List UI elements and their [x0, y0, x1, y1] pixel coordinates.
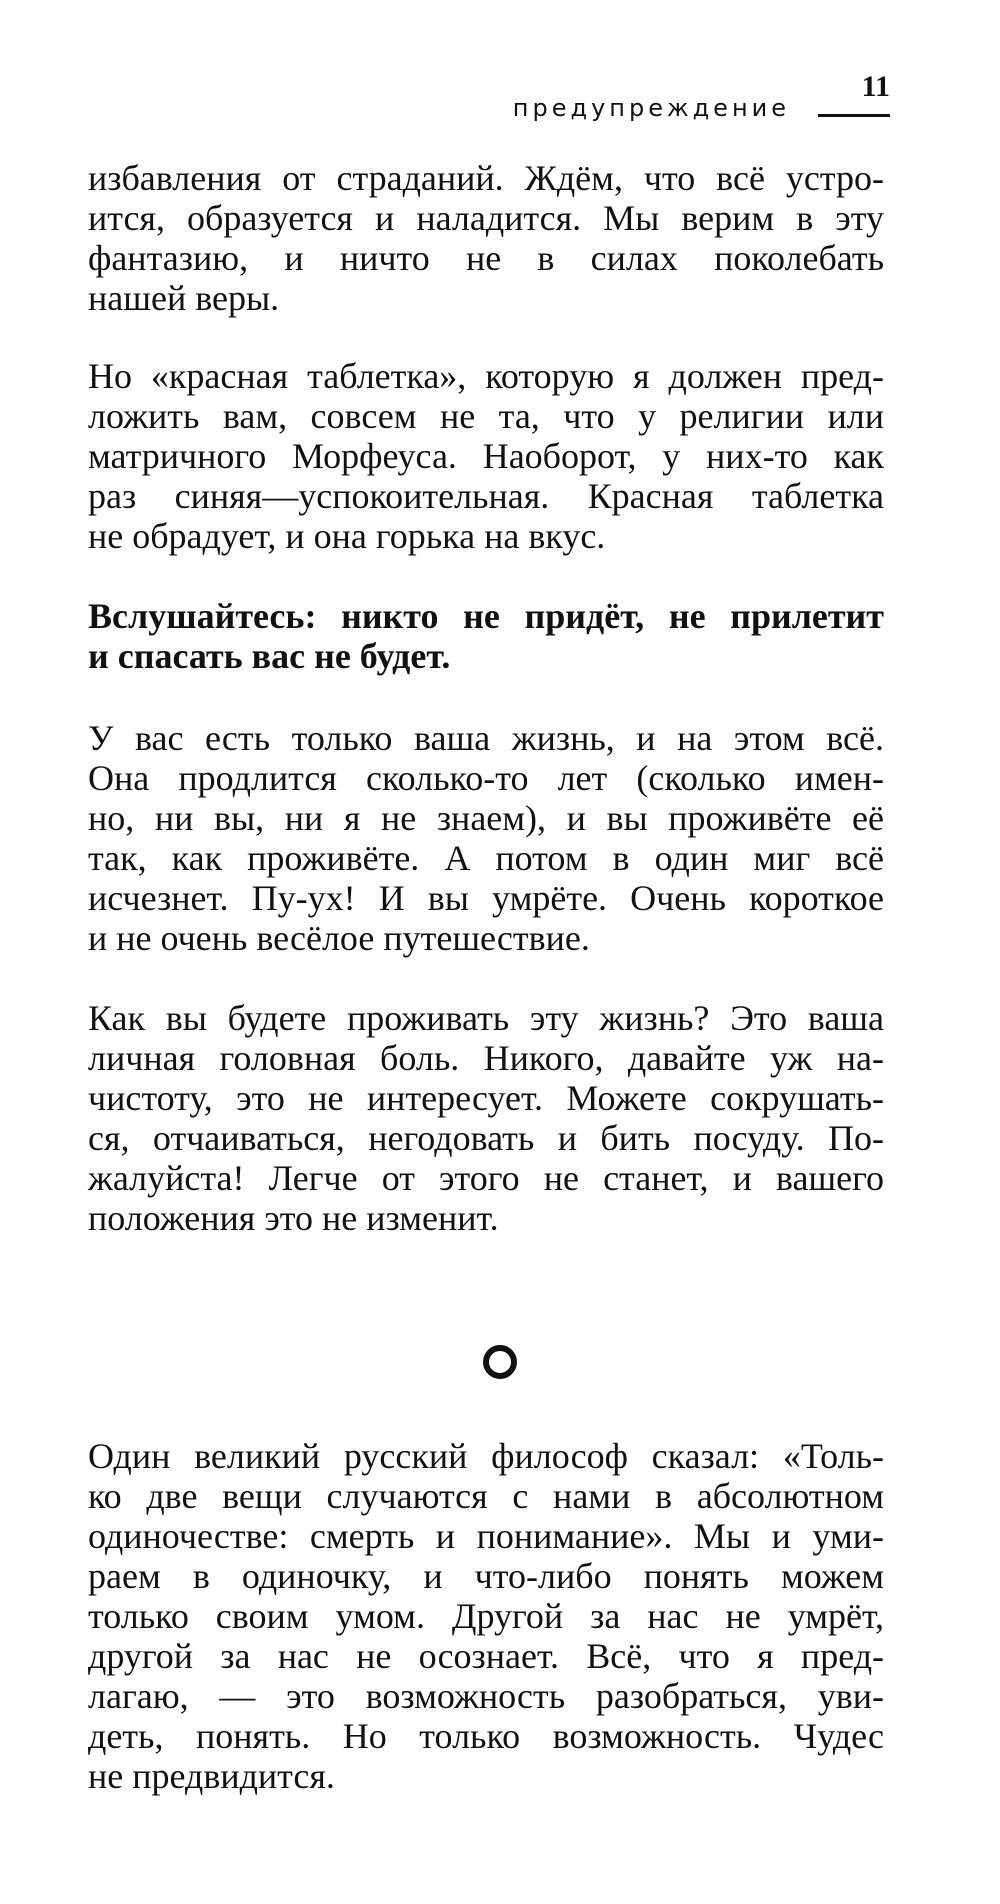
text-line: Как вы будете проживать эту жизнь? Это ваша — [88, 998, 884, 1038]
text-line: одиночестве: смерть и понимание». Мы и уми- — [88, 1516, 884, 1556]
paragraph-1 — [88, 158, 884, 318]
text-line: и спасать вас не будет. — [88, 636, 451, 676]
text-line: ложить вам, совсем не та, что у религии или — [88, 396, 884, 436]
text-line: только своим умом. Другой за нас не умрёт, — [88, 1596, 884, 1636]
text-line: У вас есть только ваша жизнь, и на этом всё. — [88, 718, 884, 758]
paragraph-5 — [88, 998, 884, 1238]
page-number: 11 — [861, 70, 890, 103]
text-line: не предвидится. — [88, 1756, 335, 1796]
paragraph-6 — [88, 1436, 884, 1796]
text-line: ко две вещи случаются с нами в абсолютном — [88, 1476, 884, 1516]
text-line: жалуйста! Легче от этого не станет, и вашего — [88, 1158, 884, 1198]
text-line: нашей веры. — [88, 278, 280, 318]
text-line: положения это не изменит. — [88, 1198, 499, 1238]
text-line: лагаю, — это возможность разобраться, уви- — [88, 1676, 884, 1716]
text-line: не обрадует, и она горька на вкус. — [88, 516, 606, 556]
text-line: фантазию, и ничто не в силах поколебать — [88, 238, 884, 278]
text-line: деть, понять. Но только возможность. Чудес — [88, 1716, 884, 1756]
text-line: Она продлится сколько-то лет (сколько имен- — [88, 758, 884, 798]
text-line: раз синяя—успокоительная. Красная таблетка — [88, 476, 884, 516]
text-line: Один великий русский философ сказал: «Толь- — [88, 1436, 884, 1476]
text-line: Вслушайтесь: никто не придёт, не прилетит — [88, 596, 884, 636]
text-line: чистоту, это не интересует. Можете сокрушать- — [88, 1078, 884, 1118]
section-divider-circle-icon — [480, 1342, 520, 1382]
page-number-rule — [818, 114, 890, 117]
text-line: раем в одиночку, и что-либо понять можем — [88, 1556, 884, 1596]
text-line: ится, образуется и наладится. Мы верим в эту — [88, 198, 884, 238]
text-line: Но «красная таблетка», которую я должен пред- — [88, 356, 884, 396]
text-line: и не очень весёлое путешествие. — [88, 918, 590, 958]
text-line: исчезнет. Пу-ух! И вы умрёте. Очень короткое — [88, 878, 884, 918]
text-line: но, ни вы, ни я не знаем), и вы проживёте её — [88, 798, 884, 838]
text-line: так, как проживёте. А потом в один миг всё — [88, 838, 884, 878]
paragraph-2 — [88, 356, 884, 556]
running-title: предупреждение — [512, 94, 790, 122]
text-line: ся, отчаиваться, негодовать и бить посуду. По- — [88, 1118, 884, 1158]
text-line: личная головная боль. Никого, давайте уж на- — [88, 1038, 884, 1078]
text-line: другой за нас не осознает. Всё, что я пред- — [88, 1636, 884, 1676]
text-line: избавления от страданий. Ждём, что всё устро- — [88, 158, 884, 198]
paragraph-4 — [88, 718, 884, 958]
text-line: матричного Морфеуса. Наоборот, у них-то как — [88, 436, 884, 476]
running-head — [420, 70, 890, 130]
paragraph-3-emphasis — [88, 596, 884, 676]
